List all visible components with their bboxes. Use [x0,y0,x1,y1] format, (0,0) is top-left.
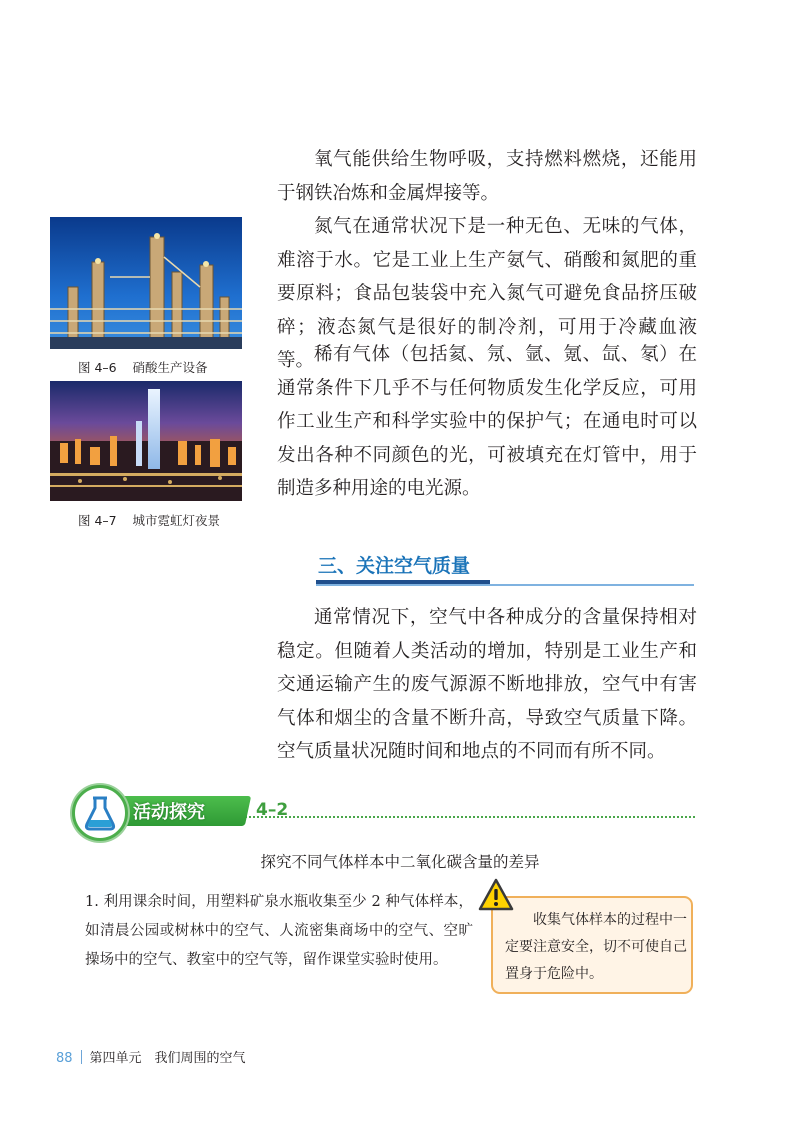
paragraph-noble-gas: 稀有气体（包括氦、氖、氩、氪、氙、氡）在通常条件下几乎不与任何物质发生化学反应，可用作工业生产和科学实验中的保护气；在通电时可以发出各种不同颜色的光，可被填充在灯管中，用于制造多种用途的电光源。 [277,344,697,499]
activity-divider [238,816,695,818]
page-footer [56,1047,246,1066]
section-underline [316,584,694,586]
paragraph-nitrogen: 氮气在通常状况下是一种无色、无味的气体，难溶于水。它是工业上生产氨气、硝酸和氮肥的重要原料；食品包装袋中充入氮气可避免食品挤压破碎；液态氮气是很好的制冷剂，可用于冷藏血液等。 [277,216,697,371]
warning-text: 收集气体样本的过程中一定要注意安全，切不可使自己置身于危险中。 [505,912,687,982]
figure-caption-4-6: 图 4–6 硝酸生产设备 [78,360,208,375]
paragraph-air-quality: 通常情况下，空气中各种成分的含量保持相对稳定。但随着人类活动的增加，特别是工业生产和交通运输产生的废气源源不断地排放，空气中有害气体和烟尘的含量不断升高，导致空气质量下降。空气质量状况随时间和地点的不同而有所不同。 [277,607,697,762]
footer-separator [81,1050,82,1064]
activity-title: 探究不同气体样本中二氧化碳含量的差异 [260,853,540,871]
activity-label: 活动探究 [133,802,205,823]
figure-chemical-plant-image [50,217,242,349]
paragraph-oxygen: 氧气能供给生物呼吸，支持燃料燃烧，还能用于钢铁冶炼和金属焊接等。 [277,149,697,204]
figure-city-night-image [50,381,242,501]
page-number: 88 [56,1051,73,1066]
activity-number: 4–2 [256,800,289,820]
activity-task-text: 1. 利用课余时间，用塑料矿泉水瓶收集至少 2 种气体样本，如清晨公园或树林中的空气、人流密集商场中的空气、空旷操场中的空气、教室中的空气等，留作课堂实验时使用。 [85,894,473,968]
footer-unit-title: 第四单元 我们周围的空气 [89,1051,246,1066]
flask-icon [72,785,128,841]
figure-caption-4-7: 图 4–7 城市霓虹灯夜景 [78,513,221,528]
section-heading: 三、关注空气质量 [318,555,471,577]
